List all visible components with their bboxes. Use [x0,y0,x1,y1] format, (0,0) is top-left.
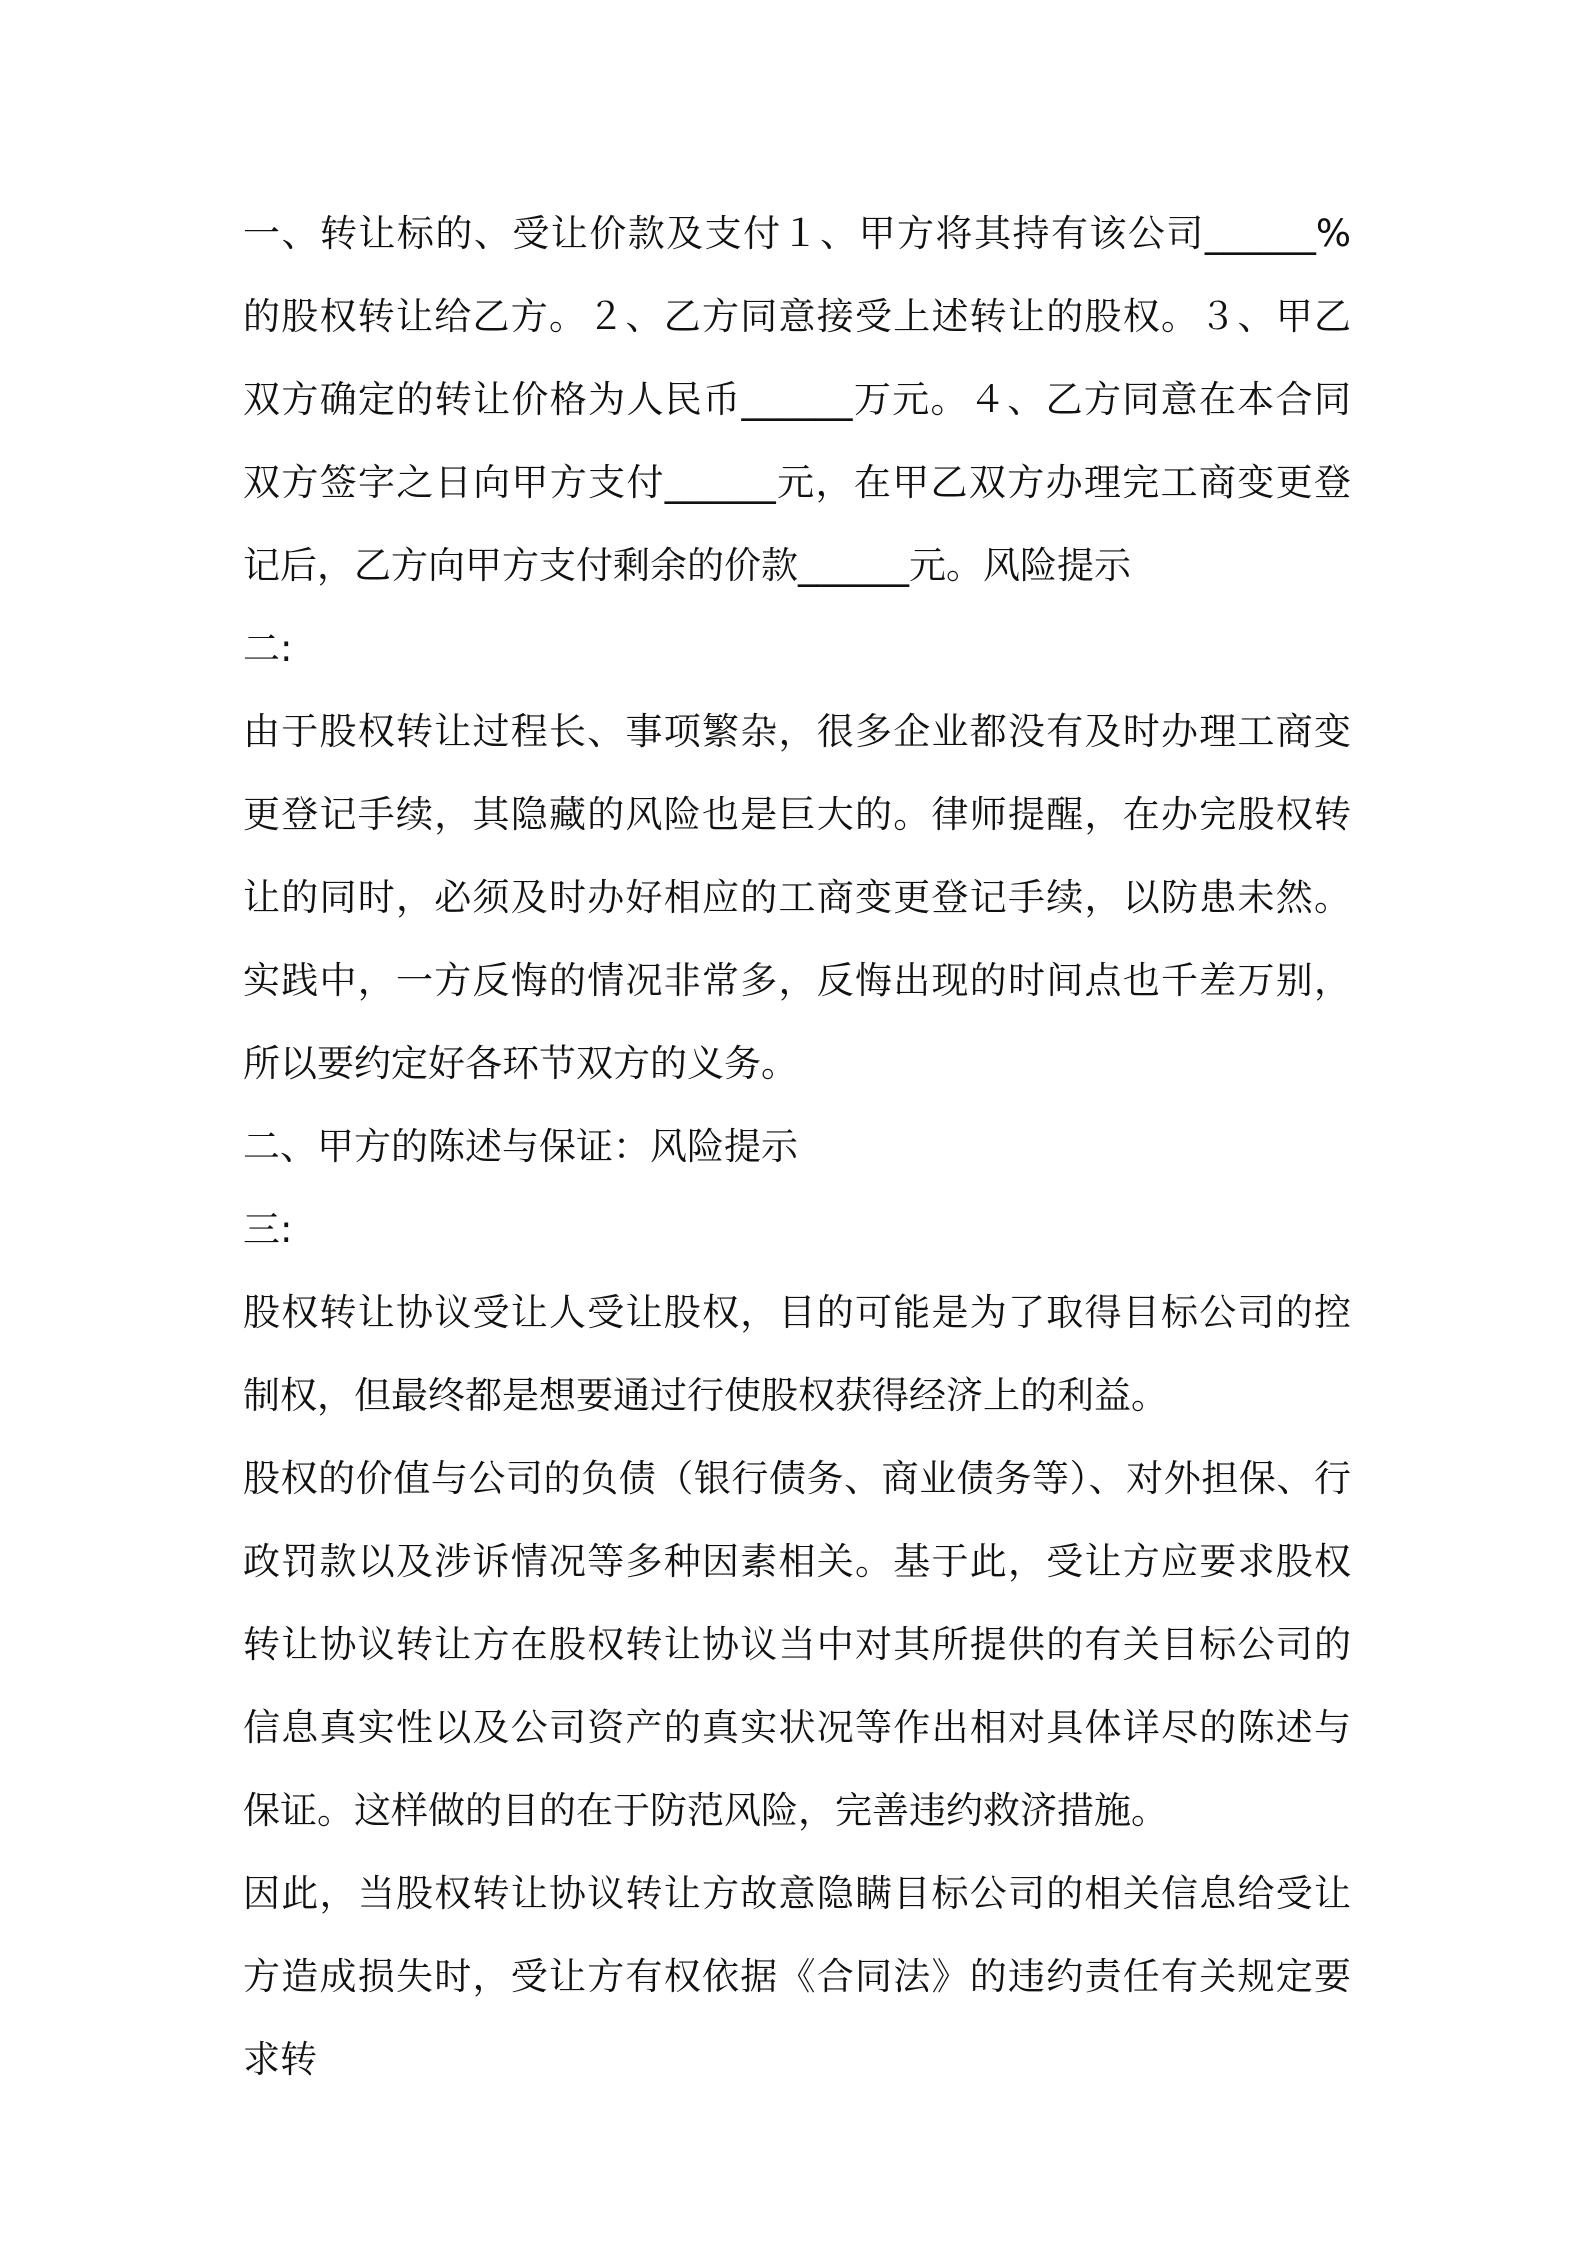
paragraph-equity-value: 股权的价值与公司的负债（银行债务、商业债务等）、对外担保、行政罚款以及涉诉情况等多种因素相关。基于此，受让方应要求股权转让协议转让方在股权转让协议当中对其所提供的有关目标公司的信息真实性以及公司资产的真实状况等作出相对具体详尽的陈述与保证。这样做的目的在于防范风险，完善违约救济措施。 [243,1457,1351,1832]
paragraph-party-a-statement: 二、甲方的陈述与保证：风险提示 [243,1125,798,1168]
paragraph-risk-registration: 由于股权转让过程长、事项繁杂，很多企业都没有及时办理工商变更登记手续，其隐藏的风险也是巨大的。律师提醒，在办完股权转让的同时，必须及时办好相应的工商变更登记手续，以防患未然。实践中，一方反悔的情况非常多，反悔出现的时间点也千差万别，所以要约定好各环节双方的义务。 [243,710,1351,1085]
document-body [243,192,1351,2101]
paragraph-control-purpose: 股权转让协议受让人受让股权，目的可能是为了取得目标公司的控制权，但最终都是想要通过行使股权获得经济上的利益。 [243,1291,1351,1417]
paragraph-heading-two: 二: [243,627,293,670]
paragraph-liability: 因此，当股权转让协议转让方故意隐瞒目标公司的相关信息给受让方造成损失时，受让方有权依据《合同法》的违约责任有关规定要求转 [243,1872,1351,2081]
paragraph-heading-three: 三: [243,1208,293,1251]
paragraph-transfer-terms: 一、转让标的、受让价款及支付１、甲方将其持有该公司______%的股权转让给乙方。２、乙方同意接受上述转让的股权。３、甲乙双方确定的转让价格为人民币______万元。４、乙方同意在本合同双方签字之日向甲方支付______元，在甲乙双方办理完工商变更登记后，乙方向甲方支付剩余的价款______元。风险提示 [243,212,1351,587]
